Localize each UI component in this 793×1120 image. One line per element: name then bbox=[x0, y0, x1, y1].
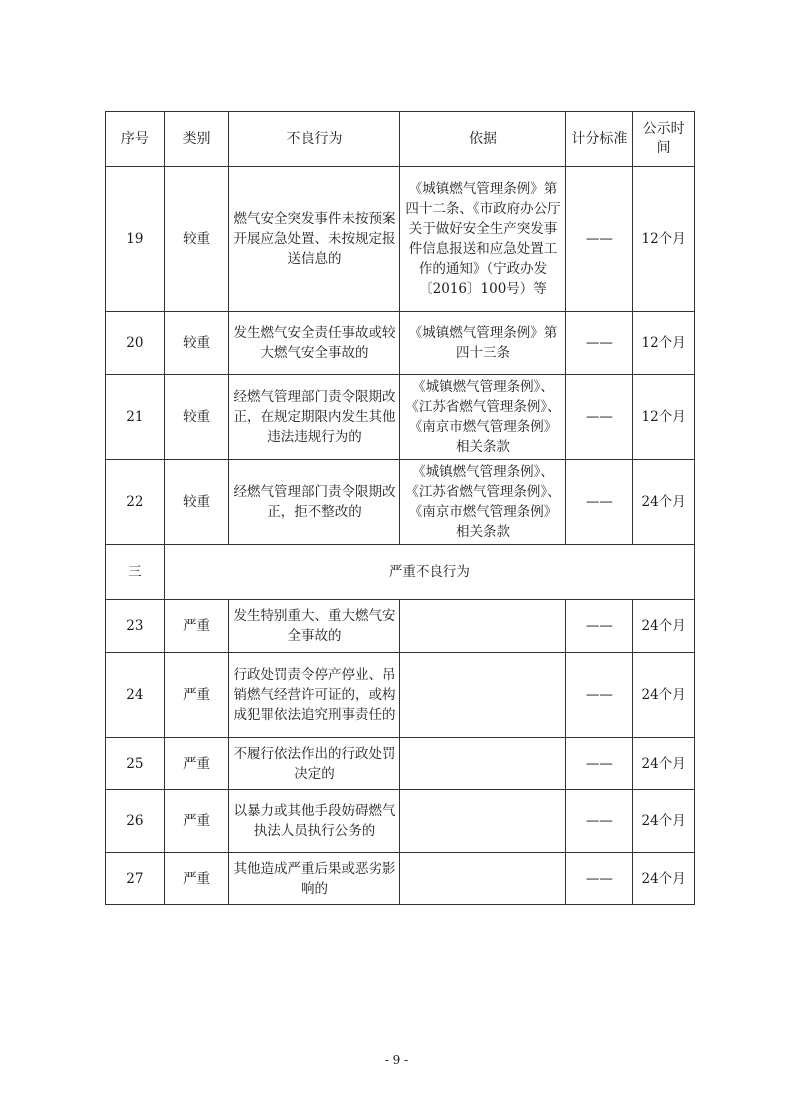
row-basis: 《城镇燃气管理条例》、《江苏省燃气管理条例》、《南京市燃气管理条例》相关条款 bbox=[400, 375, 566, 460]
table-row bbox=[106, 460, 695, 545]
row-score: —— bbox=[566, 790, 633, 853]
row-category: 较重 bbox=[164, 312, 229, 375]
section-no: 三 bbox=[106, 545, 165, 600]
header-score: 计分标准 bbox=[566, 112, 633, 167]
row-category: 较重 bbox=[164, 375, 229, 460]
row-period: 24个月 bbox=[633, 738, 695, 790]
row-basis bbox=[400, 653, 566, 738]
section-title: 严重不良行为 bbox=[164, 545, 694, 600]
header-category: 类别 bbox=[164, 112, 229, 167]
row-basis bbox=[400, 600, 566, 653]
row-no: 23 bbox=[106, 600, 165, 653]
row-basis: 《城镇燃气管理条例》第四十二条、《市政府办公厅关于做好安全生产突发事件信息报送和应急处置工作的通知》（宁政办发〔2016〕100号）等 bbox=[400, 167, 566, 312]
header-no: 序号 bbox=[106, 112, 165, 167]
row-behavior: 不履行依法作出的行政处罚决定的 bbox=[229, 738, 400, 790]
header-basis: 依据 bbox=[400, 112, 566, 167]
row-basis bbox=[400, 853, 566, 905]
table-row bbox=[106, 738, 695, 790]
table-row bbox=[106, 790, 695, 853]
row-category: 严重 bbox=[164, 853, 229, 905]
section-row bbox=[106, 545, 695, 600]
header-behavior: 不良行为 bbox=[229, 112, 400, 167]
row-behavior: 以暴力或其他手段妨碍燃气执法人员执行公务的 bbox=[229, 790, 400, 853]
table-row bbox=[106, 600, 695, 653]
table-row bbox=[106, 375, 695, 460]
row-basis bbox=[400, 738, 566, 790]
row-period: 24个月 bbox=[633, 600, 695, 653]
row-no: 24 bbox=[106, 653, 165, 738]
row-score: —— bbox=[566, 653, 633, 738]
row-category: 较重 bbox=[164, 460, 229, 545]
row-behavior: 发生燃气安全责任事故或较大燃气安全事故的 bbox=[229, 312, 400, 375]
row-behavior: 发生特别重大、重大燃气安全事故的 bbox=[229, 600, 400, 653]
row-score: —— bbox=[566, 600, 633, 653]
row-no: 26 bbox=[106, 790, 165, 853]
bad-behavior-table bbox=[105, 111, 695, 905]
header-row bbox=[106, 112, 695, 167]
row-no: 20 bbox=[106, 312, 165, 375]
row-category: 严重 bbox=[164, 738, 229, 790]
row-no: 19 bbox=[106, 167, 165, 312]
row-period: 24个月 bbox=[633, 460, 695, 545]
row-basis: 《城镇燃气管理条例》、《江苏省燃气管理条例》、《南京市燃气管理条例》相关条款 bbox=[400, 460, 566, 545]
row-score: —— bbox=[566, 460, 633, 545]
row-basis bbox=[400, 790, 566, 853]
row-score: —— bbox=[566, 738, 633, 790]
row-no: 27 bbox=[106, 853, 165, 905]
row-category: 严重 bbox=[164, 653, 229, 738]
table-row bbox=[106, 167, 695, 312]
page-number: - 9 - bbox=[384, 1053, 409, 1067]
row-behavior: 燃气安全突发事件未按预案开展应急处置、未按规定报送信息的 bbox=[229, 167, 400, 312]
table-row bbox=[106, 653, 695, 738]
row-period: 24个月 bbox=[633, 653, 695, 738]
row-period: 24个月 bbox=[633, 853, 695, 905]
row-period: 24个月 bbox=[633, 790, 695, 853]
row-category: 较重 bbox=[164, 167, 229, 312]
row-behavior: 经燃气管理部门责令限期改正，拒不整改的 bbox=[229, 460, 400, 545]
row-no: 21 bbox=[106, 375, 165, 460]
row-score: —— bbox=[566, 853, 633, 905]
row-period: 12个月 bbox=[633, 312, 695, 375]
row-basis: 《城镇燃气管理条例》第四十三条 bbox=[400, 312, 566, 375]
row-behavior: 行政处罚责令停产停业、吊销燃气经营许可证的，或构成犯罪依法追究刑事责任的 bbox=[229, 653, 400, 738]
row-no: 25 bbox=[106, 738, 165, 790]
row-behavior: 其他造成严重后果或恶劣影响的 bbox=[229, 853, 400, 905]
row-period: 12个月 bbox=[633, 167, 695, 312]
row-behavior: 经燃气管理部门责令限期改正，在规定期限内发生其他违法违规行为的 bbox=[229, 375, 400, 460]
row-period: 12个月 bbox=[633, 375, 695, 460]
row-category: 严重 bbox=[164, 790, 229, 853]
row-no: 22 bbox=[106, 460, 165, 545]
header-period: 公示时间 bbox=[633, 112, 695, 167]
row-score: —— bbox=[566, 167, 633, 312]
row-category: 严重 bbox=[164, 600, 229, 653]
row-score: —— bbox=[566, 312, 633, 375]
table-row bbox=[106, 312, 695, 375]
table-row bbox=[106, 853, 695, 905]
row-score: —— bbox=[566, 375, 633, 460]
